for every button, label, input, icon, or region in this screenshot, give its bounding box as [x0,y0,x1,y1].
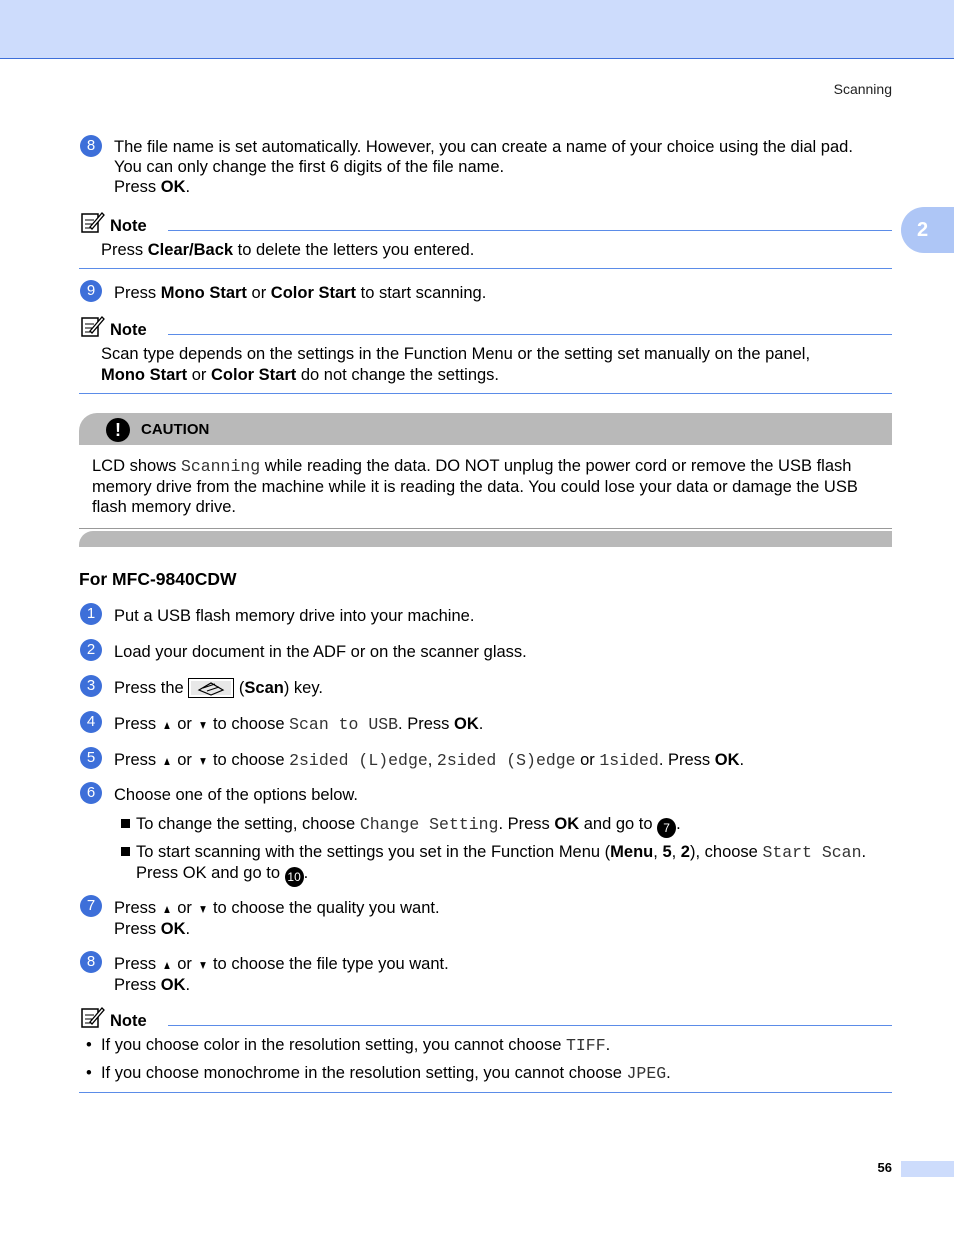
note-3-item-1: • If you choose color in the resolution setting, you cannot choose TIFF. [86,1036,611,1055]
step-number: 1 [80,603,102,625]
bullet-dot: • [86,1064,92,1082]
step-number: 7 [80,895,102,917]
note-top-rule [168,334,892,335]
step-number: 3 [80,675,102,697]
bullet-dot: • [86,1036,92,1054]
note-heading: Note [110,1012,147,1030]
down-arrow-icon: ▼ [197,718,208,732]
caution-icon: ! [106,418,130,442]
note-icon [81,211,105,233]
step-number: 9 [80,280,102,302]
up-arrow-icon: ▲ [161,754,172,768]
note-1-text: Press Clear/Back to delete the letters you entered. [101,241,475,259]
page-number: 56 [877,1160,892,1175]
page-number-bar [901,1161,954,1177]
step-number: 8 [80,951,102,973]
step-8-file-type-text: Press ▲ or ▼ to choose the file type you want. Press OK. [114,955,449,994]
step-1-text: Put a USB flash memory drive into your machine. [114,607,475,625]
step-2-text: Load your document in the ADF or on the scanner glass. [114,643,527,661]
up-arrow-icon: ▲ [161,958,172,972]
note-3-item-2: • If you choose monochrome in the resolution setting, you cannot choose JPEG. [86,1064,671,1083]
down-arrow-icon: ▼ [197,754,208,768]
note-icon [81,315,105,337]
caution-end-bar [79,531,892,547]
scan-key-icon [188,678,234,698]
step-number: 2 [80,639,102,661]
step-number: 6 [80,782,102,804]
step-ref-badge: 7 [657,818,676,838]
note-icon [81,1006,105,1028]
step-7-text: Press ▲ or ▼ to choose the quality you want. Press OK. [114,899,440,938]
step-3-text: Press the (Scan) key. [114,679,323,697]
caution-divider [79,528,892,529]
step-number: 8 [80,135,102,157]
bullet-square [121,847,130,856]
up-arrow-icon: ▲ [161,718,172,732]
top-band [0,0,954,59]
step-4-text: Press ▲ or ▼ to choose Scan to USB. Press OK. [114,715,484,734]
down-arrow-icon: ▼ [197,958,208,972]
step-number: 5 [80,747,102,769]
section-title: For MFC-9840CDW [79,569,237,589]
step-number: 4 [80,711,102,733]
chapter-tab: 2 [901,207,954,253]
step-6-bullet-1: To change the setting, choose Change Setting. Press OK and go to 7 . [121,814,681,838]
step-9-text: Press Mono Start or Color Start to start scanning. [114,284,487,302]
step-8-text: The file name is set automatically. However, you can create a name of your choice using the dial pad. You can only change the first 6 digits of the file name. Press OK. [114,138,853,196]
step-ref-badge: 10 [285,867,304,887]
step-6-text: Choose one of the options below. [114,786,359,804]
down-arrow-icon: ▼ [197,902,208,916]
note-bottom-rule [79,393,892,394]
step-5-text: Press ▲ or ▼ to choose 2sided (L)edge, 2sided (S)edge or 1sided. Press OK. [114,751,745,770]
note-heading: Note [110,321,147,339]
step-6-bullet-2: To start scanning with the settings you set in the Function Menu (Menu, 5, 2), choose Start Scan. Press OK and go to 10 . [121,842,901,887]
note-bottom-rule [79,268,892,269]
up-arrow-icon: ▲ [161,902,172,916]
note-top-rule [168,1025,892,1026]
note-bottom-rule [79,1092,892,1093]
caution-label: CAUTION [141,421,210,438]
note-heading: Note [110,217,147,235]
caution-text: LCD shows Scanning while reading the data. DO NOT unplug the power cord or remove the USB flash memory drive from the machine while it is reading the data. You could lose your data or damage the USB flash memory drive. [92,457,858,516]
header-section-label: Scanning [833,81,892,97]
note-2-text: Scan type depends on the settings in the Function Menu or the setting set manually on the panel, Mono Start or Color Start do not change the settings. [101,345,811,384]
note-top-rule [168,230,892,231]
bullet-square [121,819,130,828]
